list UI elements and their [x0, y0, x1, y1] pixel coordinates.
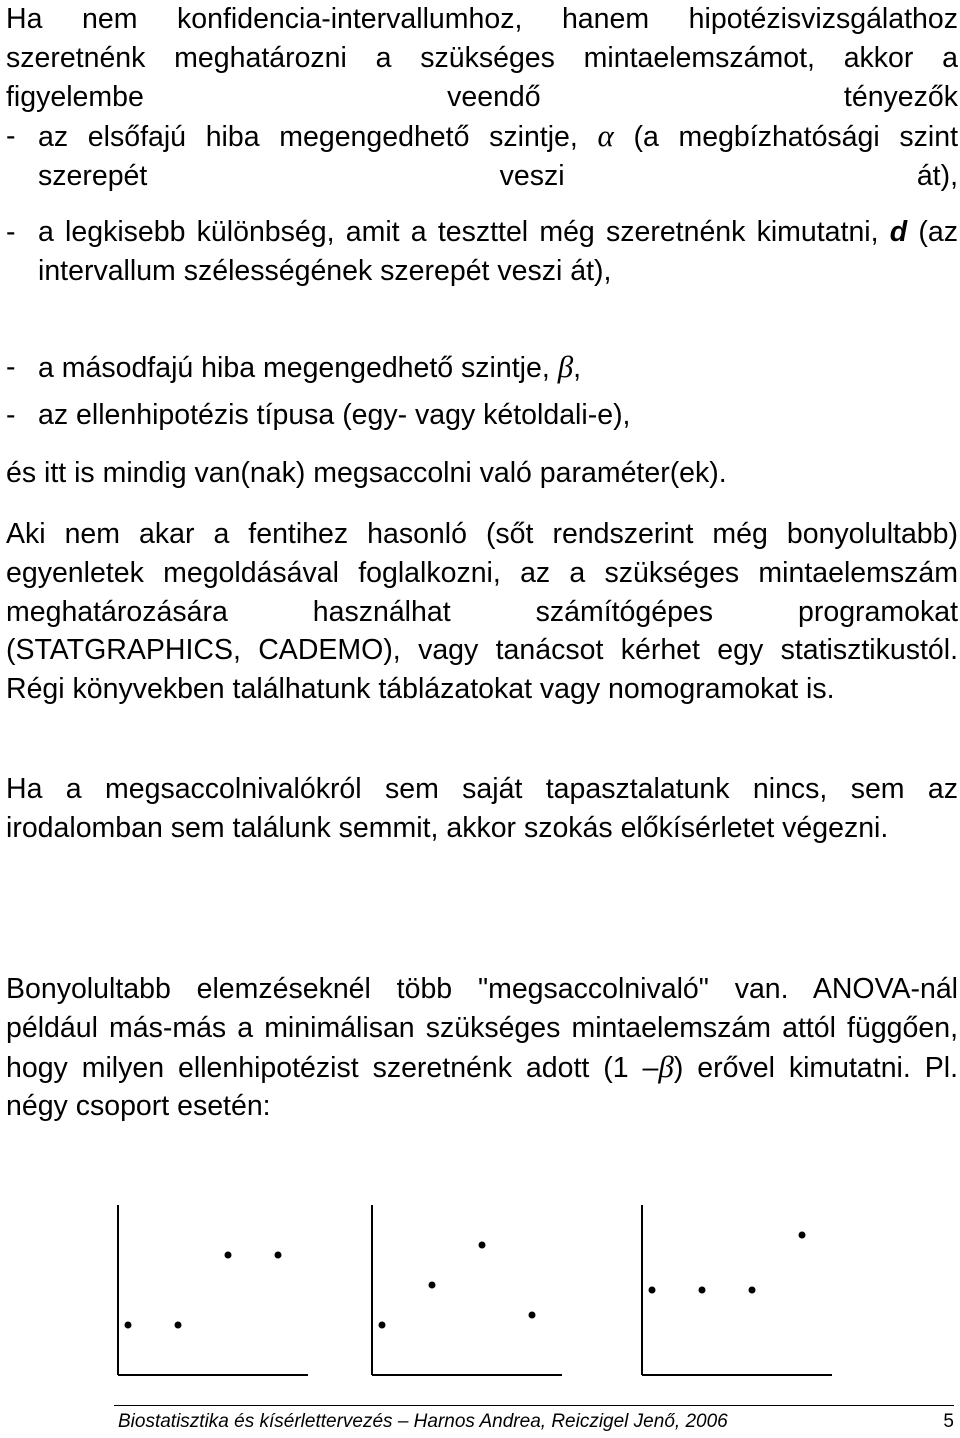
- factor-item-alpha: [6, 117, 958, 196]
- data-point: [529, 1312, 536, 1319]
- data-point: [429, 1282, 436, 1289]
- factor-text: az ellenhipotézis típusa (egy- vagy kétoldali-e),: [38, 399, 631, 431]
- factor-text: a másodfajú hiba megengedhető szintje, β,: [38, 349, 582, 384]
- data-point: [175, 1322, 182, 1329]
- after-list-text: és itt is mindig van(nak) megsaccolni való paraméter(ek).: [6, 457, 727, 489]
- factor-item-alternative: [6, 396, 958, 435]
- group-means-figures: [6, 1205, 958, 1385]
- list-dash: -: [6, 399, 16, 431]
- page-footer: [114, 1405, 954, 1435]
- intro-paragraph: Ha nem konfidencia-intervallumhoz, hanem hipotézisvizsgálathoz szeretnénk meghatározni a szükséges mintaelemszámot, akkor a figyelembe veendő tényezők: [6, 3, 958, 113]
- factor-text: az elsőfajú hiba megengedhető szintje, α (a megbízhatósági szint szerepét veszi át),: [38, 118, 958, 192]
- beta-symbol: β: [658, 1048, 674, 1084]
- page-number: 5: [943, 1411, 954, 1432]
- data-point: [379, 1322, 386, 1329]
- data-point: [799, 1232, 806, 1239]
- data-point: [699, 1287, 706, 1294]
- d-symbol: d: [889, 216, 908, 248]
- data-point: [275, 1252, 282, 1259]
- factor-item-beta: [6, 348, 958, 388]
- factor-text: a legkisebb különbség, amit a teszttel még szeretnénk kimutatni, d (az intervallum szélességének szerepét veszi át),: [38, 216, 959, 287]
- scatter-plot-1: [118, 1205, 318, 1380]
- beta-symbol: β: [557, 349, 574, 384]
- scatter-plot-2: [372, 1205, 572, 1380]
- data-point: [749, 1287, 756, 1294]
- data-point: [225, 1252, 232, 1259]
- data-point: [479, 1242, 486, 1249]
- alpha-symbol: α: [597, 118, 614, 153]
- paragraph-software: Aki nem akar a fentihez hasonló (sőt rendszerint még bonyolultabb) egyenletek megoldásával foglalkozni, az a szükséges mintaelemszám meghatározására használhat számítógépes programokat (STATGRAPHICS, CADEMO), vagy tanácsot kérhet egy statisztikustól. Régi könyvekben találhatunk táblázatokat vagy nomogramokat is.: [6, 518, 958, 706]
- footer-text: Biostatisztika és kísérlettervezés – Harnos Andrea, Reiczigel Jenő, 2006: [118, 1411, 728, 1432]
- paragraph-pilot-study: Ha a megsaccolnivalókról sem saját tapasztalatunk nincs, sem az irodalomban sem találunk semmit, akkor szokás előkísérletet végezni.: [6, 773, 958, 844]
- factor-item-d: [6, 213, 958, 291]
- list-dash: -: [6, 120, 16, 152]
- paragraph-anova: Bonyolultabb elemzéseknél több "megsaccolnivaló" van. ANOVA-nál például más-más a minimálisan szükséges mintaelemszám attól függően, hogy milyen ellenhipotézist szeretnénk adott (1 –β) erővel kimutatni. Pl. négy csoport esetén:: [6, 973, 958, 1123]
- list-dash: -: [6, 216, 16, 248]
- data-point: [125, 1322, 132, 1329]
- footer-rule: [114, 1405, 954, 1406]
- list-dash: -: [6, 351, 16, 383]
- scatter-plot-3: [642, 1205, 842, 1380]
- data-point: [649, 1287, 656, 1294]
